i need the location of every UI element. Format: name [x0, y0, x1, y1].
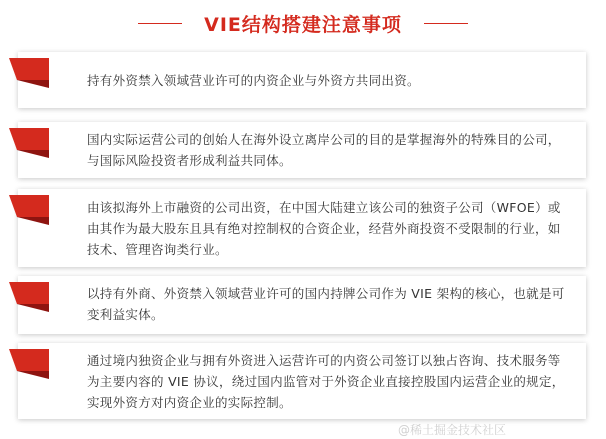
title-right-rule [424, 23, 468, 24]
title-left-rule [138, 23, 182, 24]
list-item [0, 276, 606, 334]
red-ribbon-icon [9, 58, 49, 88]
list-item [0, 343, 606, 419]
list-item [0, 189, 606, 267]
item-text: 持有外资禁入领域营业许可的内资企业与外资方共同出资。 [87, 73, 420, 88]
red-ribbon-icon [9, 349, 49, 379]
item-text: 国内实际运营公司的创始人在海外设立离岸公司的目的是掌握海外的特殊目的公司，与国际风险投资者形成利益共同体。 [87, 132, 561, 168]
item-text: 以持有外商、外资禁入领域营业许可的国内持牌公司作为 VIE 架构的核心，也就是可变利益实体。 [87, 286, 565, 322]
red-ribbon-icon [9, 282, 49, 312]
list-item [0, 122, 606, 178]
page-title: VIE结构搭建注意事项 [204, 13, 402, 36]
item-text: 由该拟海外上市融资的公司出资，在中国大陆建立该公司的独资子公司（WFOE）或由其作为最大股东且具有绝对控制权的合资企业，经营外商投资不受限制的行业，如技术、管理咨询类行业。 [87, 200, 561, 257]
item-text: 通过境内独资企业与拥有外资进入运营许可的内资公司签订以独占咨询、技术服务等为主要内容的 VIE 协议，绕过国内监管对于外资企业直接控股国内运营企业的规定，实现外资方对内资企业的实际控制。 [87, 353, 565, 410]
red-ribbon-icon [9, 128, 49, 158]
title-row [0, 6, 606, 40]
red-ribbon-icon [9, 195, 49, 225]
list-item [0, 52, 606, 108]
watermark: @稀土掘金技术社区 [398, 423, 507, 437]
